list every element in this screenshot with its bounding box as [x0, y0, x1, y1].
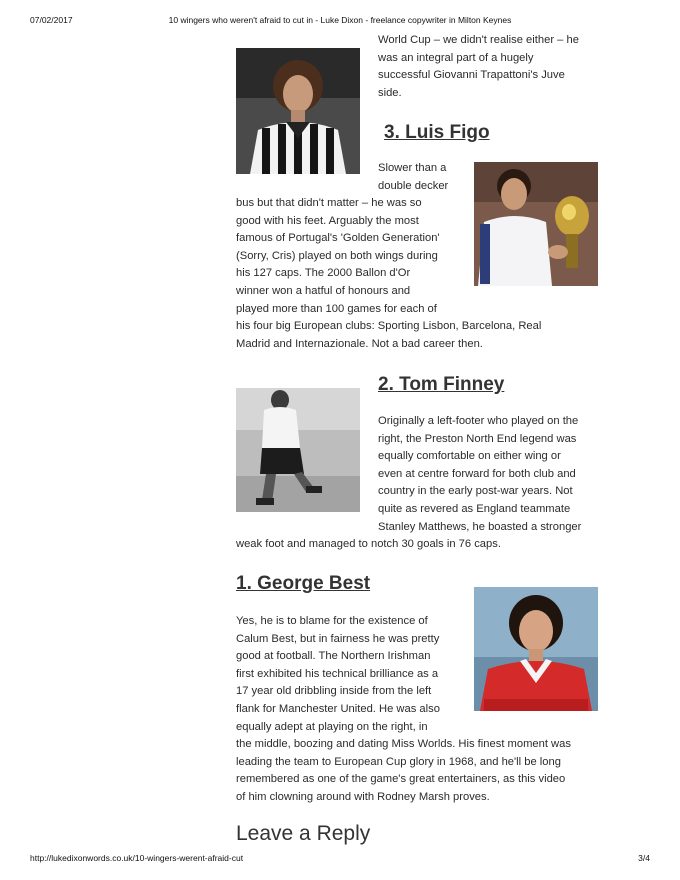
text-line: right, the Preston North End legend was	[378, 432, 577, 445]
finney-paragraph-top	[378, 413, 581, 536]
print-page-title: 10 wingers who weren't afraid to cut in - Luke Dixon - freelance copywriter in Milton Keynes	[168, 15, 512, 25]
print-page-number: 3/4	[638, 853, 650, 863]
text-line: first exhibited his technical brilliance as a	[236, 667, 439, 680]
text-line: of him clowning around with Rodney Marsh proves.	[236, 790, 490, 803]
text-line: 17 year old dribbling inside from the left	[236, 685, 432, 698]
print-date: 07/02/2017	[30, 15, 73, 25]
text-line: played more than 100 games for each of	[236, 302, 437, 315]
juventus-player-photo	[236, 48, 360, 174]
text-line: Stanley Matthews, he boasted a stronger	[378, 520, 582, 533]
figo-paragraph	[236, 195, 541, 353]
text-line: winner won a hatful of honours and	[236, 284, 411, 297]
text-line: famous of Portugal's 'Golden Generation'	[236, 232, 440, 245]
text-line: Calum Best, but in fairness he was pretty	[236, 632, 440, 645]
text-line: bus but that didn't matter – he was so	[236, 197, 422, 209]
text-line: double decker	[378, 179, 449, 192]
text-line: his 127 caps. The 2000 Ballon d'Or	[236, 267, 411, 280]
text-line: good at football. The Northern Irishman	[236, 650, 431, 663]
best-paragraph	[236, 613, 571, 807]
text-line: equally adept at playing on the right, in	[236, 720, 428, 733]
leave-reply-heading: Leave a Reply	[236, 822, 371, 845]
text-line: successful Giovanni Trapattoni's Juve	[378, 69, 565, 82]
text-line: flank for Manchester United. He was also	[236, 702, 440, 715]
finney-paragraph	[236, 536, 501, 554]
text-line: (Sorry, Cris) played on both wings during	[236, 249, 438, 262]
text-line: Yes, he is to blame for the existence of	[236, 615, 428, 627]
section-heading-finney: 2. Tom Finney	[378, 374, 505, 395]
finney-photo	[236, 388, 360, 512]
figo-paragraph-top	[378, 160, 448, 195]
text-line: good with his feet. Arguably the most	[236, 214, 419, 227]
section-heading-best: 1. George Best	[236, 573, 371, 594]
text-line: leading the team to European Cup glory in 1968, and he'll be long	[236, 755, 561, 768]
text-line: weak foot and managed to notch 30 goals in 76 caps.	[236, 538, 501, 550]
text-line: his four big European clubs: Sporting Lisbon, Barcelona, Real	[236, 320, 542, 333]
text-line: World Cup – we didn't realise either – he	[378, 34, 579, 46]
text-line: even at centre forward for both club and	[378, 467, 576, 480]
text-line: equally comfortable on either wing or	[378, 450, 561, 463]
text-line: was an integral part of a hugely	[378, 51, 534, 64]
section-heading-figo: 3. Luis Figo	[384, 122, 490, 143]
text-line: Madrid and Internazionale. Not a bad career then.	[236, 337, 483, 350]
text-line: side.	[378, 86, 402, 99]
text-line: Originally a left-footer who played on the	[378, 415, 579, 427]
text-line: remembered as one of the game's great entertainers, as this video	[236, 773, 566, 786]
text-line: Slower than a	[378, 162, 447, 174]
text-line: quite as revered as England teammate	[378, 502, 571, 515]
print-url: http://lukedixonwords.co.uk/10-wingers-werent-afraid-cut	[30, 853, 244, 863]
intro-paragraph	[378, 32, 579, 102]
text-line: country in the early post-war years. Not	[378, 485, 573, 498]
text-line: the middle, boozing and dating Miss Worlds. His finest moment was	[236, 738, 571, 751]
